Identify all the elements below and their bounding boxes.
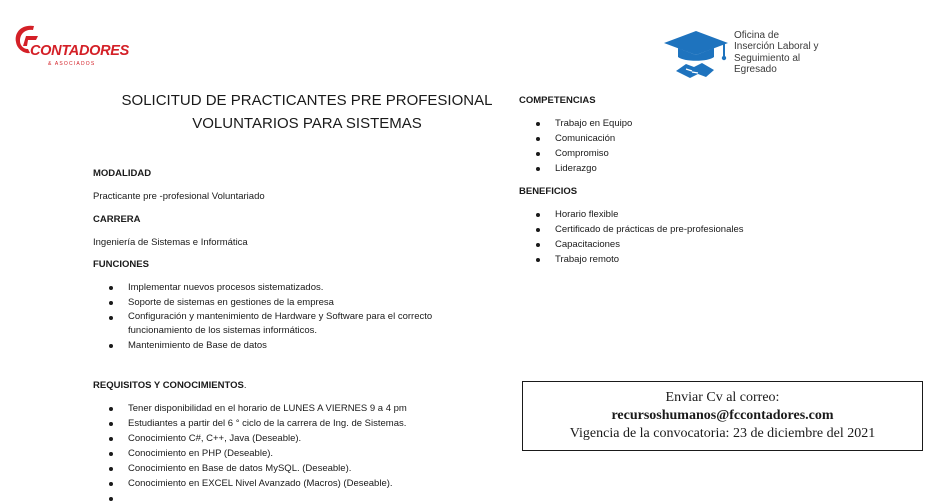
contadores-logo — [12, 20, 130, 72]
bullet-icon — [109, 344, 113, 348]
requisitos-heading-suffix: . — [243, 380, 247, 391]
list-item — [555, 222, 744, 237]
list-item — [555, 237, 744, 252]
contact-intro: Enviar Cv al correo: — [665, 390, 780, 405]
bullet-icon — [536, 228, 540, 232]
contact-email[interactable]: recursoshumanos@fccontadores.com — [611, 408, 834, 423]
bullet-icon — [536, 213, 540, 217]
list-item — [555, 207, 744, 222]
list-item — [128, 310, 432, 324]
list-item-text: Conocimiento en PHP (Deseable). — [128, 448, 274, 459]
bullet-icon — [536, 167, 540, 171]
logo-brand-text: CONTADORES — [30, 43, 130, 59]
oficina-line: Oficina de — [734, 30, 780, 41]
bullet-icon — [109, 422, 113, 426]
bullet-icon — [109, 497, 113, 501]
list-item — [555, 116, 632, 131]
beneficios-heading: BENEFICIOS — [519, 186, 578, 197]
oficina-line: Inserción Laboral y — [734, 41, 819, 53]
carrera-text: Ingeniería de Sistemas e Informática — [93, 237, 248, 248]
list-item-text: Tener disponibilidad en el horario de LUNES A VIERNES 9 a 4 pm — [128, 403, 407, 414]
competencias-list — [555, 116, 632, 176]
funciones-list — [128, 280, 432, 353]
graduation-handshake-icon — [662, 27, 730, 83]
oficina-text — [734, 30, 819, 76]
bullet-icon — [109, 482, 113, 486]
list-item-text: Trabajo en Equipo — [555, 118, 633, 129]
contact-deadline: Vigencia de la convocatoria: 23 de diciembre del 2021 — [569, 426, 876, 441]
requisitos-heading-text: REQUISITOS Y CONOCIMIENTOS — [93, 380, 244, 391]
page-title-line2: VOLUNTARIOS PARA SISTEMAS — [192, 115, 422, 132]
bullet-icon — [109, 437, 113, 441]
list-item-text: Soporte de sistemas en gestiones de la empresa — [128, 297, 334, 308]
list-item-text: funcionamiento de los sistemas informáticos. — [128, 325, 318, 336]
list-item-text: Compromiso — [555, 148, 609, 159]
requisitos-list — [128, 401, 407, 491]
list-item — [128, 446, 407, 461]
bullet-icon — [109, 316, 113, 320]
list-item-text: Comunicación — [555, 133, 616, 144]
modalidad-text: Practicante pre -profesional Voluntariado — [93, 191, 265, 202]
requisitos-heading — [93, 380, 246, 391]
list-item — [128, 338, 432, 353]
bullet-icon — [109, 286, 113, 290]
list-item — [128, 476, 407, 491]
list-item-text: Capacitaciones — [555, 239, 620, 250]
oficina-line: Egresado — [734, 64, 777, 76]
list-item — [555, 146, 632, 161]
list-item — [555, 131, 632, 146]
beneficios-list — [555, 207, 744, 267]
contact-box — [522, 381, 923, 451]
list-item — [128, 416, 407, 431]
list-item — [128, 280, 432, 295]
list-item-text: Trabajo remoto — [555, 254, 620, 265]
bullet-icon — [109, 407, 113, 411]
list-item-text: Conocimiento C#, C++, Java (Deseable). — [128, 433, 302, 444]
list-item-text: Conocimiento en EXCEL Nivel Avanzado (Macros) (Deseable). — [128, 478, 393, 489]
list-item — [128, 401, 407, 416]
bullet-icon — [109, 452, 113, 456]
list-item-text: Liderazgo — [555, 163, 597, 174]
bullet-icon — [536, 137, 540, 141]
list-item — [128, 295, 432, 310]
list-item-text: Mantenimiento de Base de datos — [128, 340, 267, 351]
list-item-text: Configuración y mantenimiento de Hardware y Software para el correcto — [128, 311, 433, 322]
modalidad-heading: MODALIDAD — [93, 168, 152, 179]
list-item-text: Estudiantes a partir del 6 ° ciclo de la carrera de Ing. de Sistemas. — [128, 418, 407, 429]
bullet-icon — [536, 258, 540, 262]
list-item — [128, 461, 407, 476]
oficina-line: Seguimiento al — [734, 52, 801, 64]
funciones-heading: FUNCIONES — [93, 259, 149, 270]
bullet-icon — [536, 243, 540, 247]
list-item-text: Horario flexible — [555, 209, 619, 220]
list-item — [128, 431, 407, 446]
carrera-heading: CARRERA — [93, 214, 141, 225]
competencias-heading: COMPETENCIAS — [519, 95, 596, 106]
bullet-icon — [109, 467, 113, 471]
list-item — [555, 161, 632, 176]
list-item-text: Implementar nuevos procesos sistematizados. — [128, 282, 324, 293]
list-item-text: Conocimiento en Base de datos MySQL. (Deseable). — [128, 463, 352, 474]
bullet-icon — [536, 152, 540, 156]
page-title-line1: SOLICITUD DE PRACTICANTES PRE PROFESIONAL — [121, 92, 493, 109]
list-item-continuation — [128, 324, 432, 338]
bullet-icon — [109, 301, 113, 305]
oficina-insercion-logo — [662, 27, 862, 87]
list-item-text: Certificado de prácticas de pre-profesionales — [555, 224, 744, 235]
logo-sub-text: & ASOCIADOS — [48, 61, 96, 67]
list-item — [555, 252, 744, 267]
bullet-icon — [536, 122, 540, 126]
